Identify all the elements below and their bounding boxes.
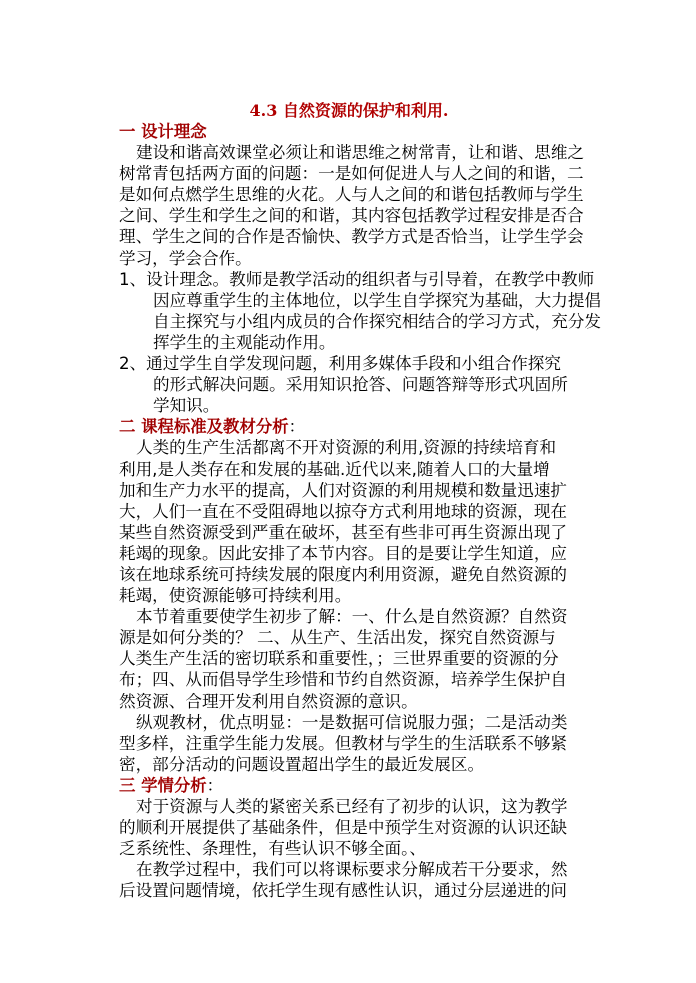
heading-colon: ： (206, 775, 224, 795)
paragraph (119, 437, 568, 606)
text-line: 该在地球系统可持续发展的限度内利用资源，避免自然资源的 (119, 564, 568, 584)
text-line: 人类的生产生活都离不开对资源的利用,资源的持续培育和 (136, 438, 557, 458)
text-line: 乏系统性、条理性，有些认识不够全面。、 (119, 839, 426, 859)
text-line: 本节着重要使学生初步了解：一、什么是自然资源？自然资 (136, 607, 568, 627)
text-line: 耗竭，使资源能够可持续利用。 (119, 586, 352, 606)
paragraph (119, 796, 568, 859)
text-line: 布；四、从而倡导学生珍惜和节约自然资源，培养学生保护自 (119, 670, 568, 690)
section-heading (119, 121, 559, 142)
list-item (119, 269, 602, 353)
text-line: 纵观教材，优点明显：一是数据可信说服力强；二是活动类 (136, 712, 568, 732)
text-line: 学习，学会合作。 (119, 248, 252, 268)
heading-text: 一 设计理念 (119, 122, 207, 141)
text-line: 挥学生的主观能动作用。 (153, 332, 336, 352)
text-line: 之间、学生和学生之间的和谐，其内容包括教学过程安排是否合 (119, 206, 584, 226)
document-page (119, 101, 602, 901)
document-title: 4.3 自然资源的保护和利用. (249, 101, 449, 120)
text-line: 自主探究与小组内成员的合作探究相结合的学习方式，充分发 (153, 311, 602, 331)
text-line: 的顺利开展提供了基础条件，但是中预学生对资源的认识还缺 (119, 818, 568, 838)
text-line: 学知识。 (153, 396, 220, 416)
text-line: 2、通过学生自学发现问题，利用多媒体手段和小组合作探究 (119, 354, 561, 374)
text-line: 树常青包括两方面的问题：一是如何促进人与人之间的和谐，二 (119, 164, 584, 184)
text-line: 因应尊重学生的主体地位，以学生自学探究为基础，大力提倡 (153, 290, 602, 310)
text-line: 在教学过程中，我们可以将课标要求分解成若干分要求，然 (136, 860, 568, 880)
text-line: 1、设计理念。教师是教学活动的组织者与引导着，在教学中教师 (119, 269, 595, 289)
text-line: 然资源、合理开发利用自然资源的意识。 (119, 691, 418, 711)
heading-text: 二 课程标准及教材分析 (119, 417, 289, 437)
paragraph (119, 606, 568, 711)
paragraph (119, 712, 568, 775)
list-item (119, 353, 568, 416)
text-line: 后设置问题情境，依托学生现有感性认识，通过分层递进的问 (119, 881, 568, 901)
text-line: 型多样，注重学生能力发展。但教材与学生的生活联系不够紧 (119, 733, 568, 753)
heading-colon: ： (288, 417, 306, 437)
text-line: 的形式解决问题。采用知识抢答、问题答辩等形式巩固所 (153, 375, 568, 395)
text-line: 人类生产生活的密切联系和重要性，；三世界重要的资源的分 (119, 649, 559, 669)
paragraph (119, 859, 568, 901)
text-line: 某些自然资源受到严重在破坏，甚至有些非可再生资源出现了 (119, 522, 568, 542)
text-line: 大，人们一直在不受阻碍地以掠夺方式利用地球的资源，现在 (119, 501, 568, 521)
paragraph (119, 142, 585, 269)
text-line: 对于资源与人类的紧密关系已经有了初步的认识，这为教学 (136, 797, 568, 816)
heading-text: 三 学情分析 (119, 775, 207, 795)
text-line: 建设和谐高效课堂必须让和谐思维之树常青，让和谐、思维之 (136, 143, 585, 163)
text-line: 是如何点燃学生思维的火花。人与人之间的和谐包括教师与学生 (119, 185, 584, 205)
text-line: 利用,是人类存在和发展的基础.近代以来,随着人口的大量增 (119, 459, 550, 479)
text-line: 密，部分活动的问题设置超出学生的最近发展区。 (119, 754, 485, 774)
text-line: 加和生产力水平的提高，人们对资源的利用规模和数量迅速扩 (119, 480, 568, 500)
text-line: 源是如何分类的？ 二、从生产、生活出发，探究自然资源与 (119, 628, 556, 648)
section-heading (119, 775, 559, 796)
text-line: 耗竭的现象。因此安排了本节内容。目的是要让学生知道，应 (119, 543, 568, 563)
text-line: 理、学生之间的合作是否愉快、教学方式是否恰当，让学生学会 (119, 227, 584, 247)
section-heading (119, 416, 559, 437)
